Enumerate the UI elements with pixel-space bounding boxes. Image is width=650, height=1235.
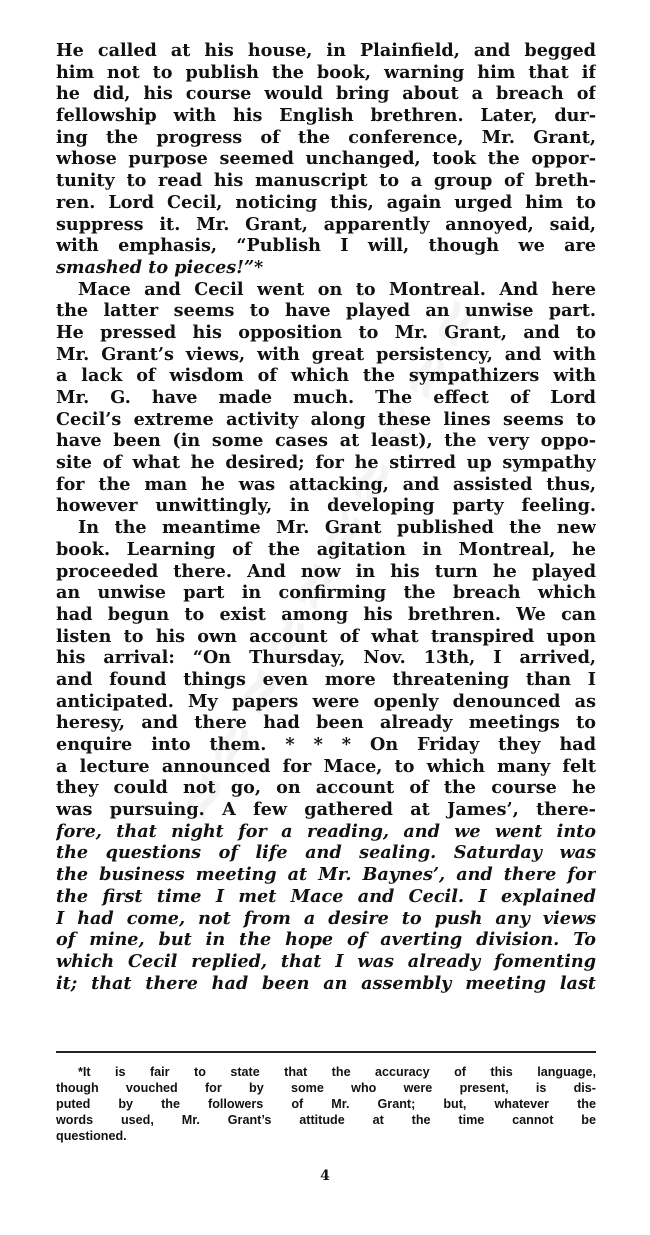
text-line: his arrival: “On Thursday, Nov. 13th, I arrived, xyxy=(56,647,596,669)
text-line: had begun to exist among his brethren. We can xyxy=(56,603,596,625)
text-line: anticipated. My papers were openly denounced as xyxy=(56,690,596,712)
text-line: the business meeting at Mr. Baynes’, and there for xyxy=(56,864,596,886)
text-line: In the meantime Mr. Grant published the new xyxy=(78,517,596,539)
text-line: listen to his own account of what transpired upon xyxy=(56,625,596,647)
text-line: ing the progress of the conference, Mr. Grant, xyxy=(56,126,596,148)
text-line: he did, his course would bring about a breach of xyxy=(56,83,596,105)
text-line: ren. Lord Cecil, noticing this, again urged him to xyxy=(56,191,596,213)
text-line: the latter seems to have played an unwise part. xyxy=(56,300,596,322)
footnote-line: though vouched for by some who were present, is dis- xyxy=(56,1081,596,1095)
text-line: have been (in some cases at least), the very oppo- xyxy=(56,430,596,452)
footnote-line: *It is fair to state that the accuracy of this language, xyxy=(78,1065,596,1079)
text-line: book. Learning of the agitation in Montreal, he xyxy=(56,538,596,560)
text-line: smashed to pieces!”* xyxy=(56,256,264,278)
text-line: site of what he desired; for he stirred up sympathy xyxy=(56,452,596,474)
text-line: and found things even more threatening than I xyxy=(56,668,596,690)
text-line: proceeded there. And now in his turn he played xyxy=(56,560,596,582)
text-line: they could not go, on account of the course he xyxy=(56,777,596,799)
text-line: however unwittingly, in developing party feeling. xyxy=(56,495,596,517)
footnote-line: words used, Mr. Grant’s attitude at the time cannot be xyxy=(56,1113,596,1127)
text-line: whose purpose seemed unchanged, took the oppor- xyxy=(56,148,596,170)
text-line: Mr. Grant’s views, with great persistency, and with xyxy=(56,343,596,365)
text-line: was pursuing. A few gathered at James’, there- xyxy=(56,799,596,821)
text-line: him not to publish the book, warning him that if xyxy=(56,61,596,83)
text-line: enquire into them. * * * On Friday they had xyxy=(56,734,596,755)
footnote-line: puted by the followers of Mr. Grant; but, whatever the xyxy=(56,1097,596,1111)
text-line: a lecture announced for Mace, to which many felt xyxy=(56,755,596,777)
text-line: the first time I met Mace and Cecil. I explained xyxy=(56,885,596,907)
text-line: a lack of wisdom of which the sympathizers with xyxy=(56,365,596,387)
text-line: He called at his house, in Plainfield, and begged xyxy=(56,40,596,61)
text-line: of mine, but in the hope of averting division. To xyxy=(56,929,596,951)
footnote xyxy=(56,1064,596,1144)
footnote-line: questioned. xyxy=(56,1129,127,1143)
text-line: for the man he was attacking, and assisted thus, xyxy=(56,473,596,495)
text-line: Mr. G. have made much. The effect of Lord xyxy=(56,387,596,408)
text-line: the questions of life and sealing. Saturday was xyxy=(56,842,596,864)
body-text xyxy=(56,40,596,994)
text-line: Cecil’s extreme activity along these lines seems to xyxy=(56,408,596,430)
text-line: fore, that night for a reading, and we went into xyxy=(56,820,596,842)
footnote-divider xyxy=(56,1051,596,1053)
text-line: it; that there had been an assembly meeting last xyxy=(56,972,596,994)
page-number: 4 xyxy=(320,1168,330,1184)
text-line: which Cecil replied, that I was already fomenting xyxy=(56,950,596,972)
text-line: Mace and Cecil went on to Montreal. And here xyxy=(78,278,596,300)
text-line: suppress it. Mr. Grant, apparently annoyed, said, xyxy=(56,213,596,235)
text-line: fellowship with his English brethren. Later, dur- xyxy=(56,105,596,127)
text-line: I had come, not from a desire to push any views xyxy=(56,907,596,929)
text-line: tunity to read his manuscript to a group of breth- xyxy=(56,170,596,192)
text-line: He pressed his opposition to Mr. Grant, and to xyxy=(56,321,596,343)
text-line: heresy, and there had been already meetings to xyxy=(56,712,596,734)
text-line: an unwise part in confirming the breach which xyxy=(56,582,596,604)
text-line: with emphasis, “Publish I will, though we are xyxy=(56,235,596,257)
